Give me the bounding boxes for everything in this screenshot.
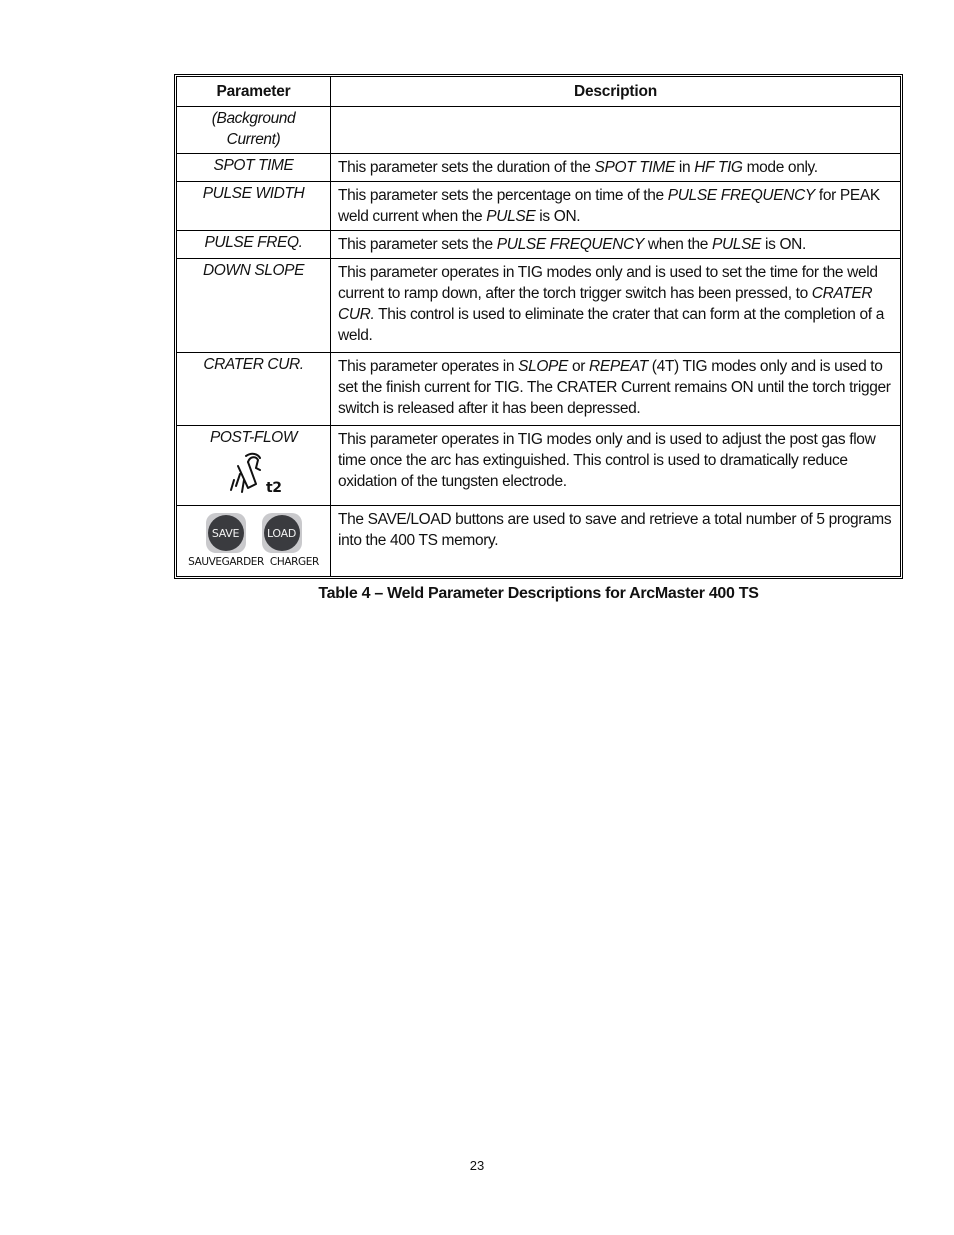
desc-pulse-freq [331, 231, 901, 259]
desc-emphasis: CRATER CUR. [338, 285, 873, 323]
param-down-slope: DOWN SLOPE [177, 259, 331, 353]
desc-emphasis: HF TIG [694, 159, 743, 176]
desc-text: when the [643, 236, 712, 253]
load-caption: CHARGER [269, 556, 319, 568]
param-spot-time: SPOT TIME [177, 154, 331, 182]
param-background-current: (Background Current) [177, 107, 331, 154]
desc-text: The SAVE/LOAD buttons are used to save and retrieve a total number of 5 programs into the 400 TS memory. [338, 511, 892, 549]
desc-text: or [568, 358, 590, 375]
desc-text: This parameter operates in [338, 358, 519, 375]
desc-emphasis: PULSE FREQUENCY [496, 236, 644, 253]
desc-emphasis: PULSE [486, 208, 536, 225]
load-button: LOAD [264, 515, 300, 551]
save-load-buttons [177, 513, 330, 553]
weld-parameter-table [176, 76, 901, 577]
desc-text: This parameter operates in TIG modes only and is used to set the time for the weld current to ramp down, after the torch trigger switch has been pressed, to [338, 264, 878, 302]
post-flow-gas-icon [224, 450, 284, 496]
desc-text: This parameter sets the [338, 236, 497, 253]
header-parameter: Parameter [177, 77, 331, 107]
desc-emphasis: PULSE FREQUENCY [667, 187, 815, 204]
table-row [177, 506, 901, 577]
table-row [177, 107, 901, 154]
save-button-bezel [206, 513, 246, 553]
param-crater-cur: CRATER CUR. [177, 353, 331, 426]
save-button: SAVE [208, 515, 244, 551]
desc-save-load [331, 506, 901, 577]
table-row [177, 259, 901, 353]
desc-emphasis: PULSE [711, 236, 762, 253]
param-pulse-freq: PULSE FREQ. [177, 231, 331, 259]
desc-background-current [331, 107, 901, 154]
parameter-table-frame [174, 74, 903, 579]
desc-spot-time [331, 154, 901, 182]
desc-text: in [674, 159, 695, 176]
table-row [177, 353, 901, 426]
table-header-row [177, 77, 901, 107]
desc-emphasis: SLOPE [518, 358, 569, 375]
post-flow-t2-label: t2 [265, 480, 282, 496]
desc-text: This parameter sets the duration of the [338, 159, 595, 176]
param-post-flow [177, 426, 331, 506]
desc-pulse-width [331, 182, 901, 231]
desc-text: for PEAK weld current when the [338, 187, 880, 225]
desc-text: This parameter sets the percentage on time of the [338, 187, 668, 204]
desc-post-flow [331, 426, 901, 506]
param-save-load [177, 506, 331, 577]
param-pulse-width: PULSE WIDTH [177, 182, 331, 231]
save-caption: SAUVEGARDER [188, 556, 264, 568]
desc-text: mode only. [742, 159, 818, 176]
desc-text: This control is used to eliminate the crater that can form at the completion of a weld. [338, 306, 884, 344]
table-row [177, 426, 901, 506]
post-flow-icon-wrap [181, 450, 326, 496]
table-row [177, 231, 901, 259]
load-button-bezel [262, 513, 302, 553]
desc-text: is ON. [761, 236, 806, 253]
param-post-flow-label: POST-FLOW [209, 429, 298, 446]
desc-emphasis: REPEAT [589, 358, 648, 375]
desc-text: is ON. [535, 208, 581, 225]
header-description: Description [331, 77, 901, 107]
desc-text: (4T) TIG modes only and is used to set the finish current for TIG. The CRATER Current remains ON until the torch trigger switch is released after it has been depressed. [338, 358, 891, 417]
page-number: 23 [469, 1158, 485, 1173]
table-row [177, 154, 901, 182]
save-load-captions [177, 555, 330, 569]
desc-crater-cur [331, 353, 901, 426]
desc-emphasis: SPOT TIME [594, 159, 675, 176]
desc-text: This parameter operates in TIG modes only and is used to adjust the post gas flow time once the arc has extinguished. This control is used to dramatically reduce oxidation of the tungsten electrode. [338, 431, 876, 490]
desc-down-slope [331, 259, 901, 353]
table-caption: Table 4 – Weld Parameter Descriptions for ArcMaster 400 TS [318, 585, 759, 602]
table-row [177, 182, 901, 231]
